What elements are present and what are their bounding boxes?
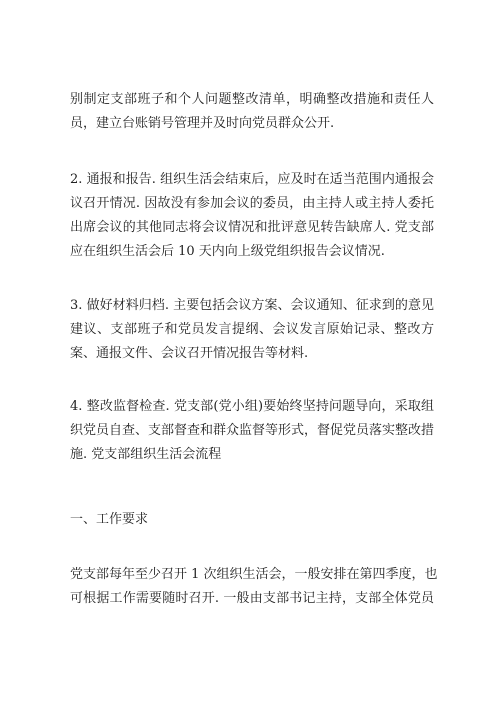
paragraph-archiving [70,294,434,366]
paragraph-notification-report [70,168,434,264]
text-line: 党支部每年至少召开 1 次组织生活会，一般安排在第四季度，也 [70,567,438,582]
text-line: 应在组织生活会后 10 天内向上级党组织报告会议情况. [70,244,385,259]
text-line: 建议、支部班子和党员发言提纲、会议发言原始记录、整改方 [70,322,434,337]
paragraph-supervision [70,395,434,467]
text-line: 员，建立台账销号管理并及时向党员群众公开. [70,116,335,131]
text-line: 别制定支部班子和个人问题整改清单，明确整改措施和责任人 [70,92,434,107]
paragraph-rectification-list [70,88,434,136]
text-line: 出席会议的其他同志将会议情况和批评意见转告缺席人. 党支部 [70,220,434,235]
text-line: 案、通报文件、会议召开情况报告等材料. [70,346,309,361]
text-line: 4. 整改监督检查. 党支部(党小组)要始终坚持问题导向，采取组 [70,399,434,414]
text-line: 3. 做好材料归档. 主要包括会议方案、会议通知、征求到的意见 [70,298,434,313]
text-line: 议召开情况. 因故没有参加会议的委员，由主持人或主持人委托 [70,196,434,211]
text-line: 织党员自查、支部督查和群众监督等形式，督促党员落实整改措 [70,423,435,438]
text-line: 施. 党支部组织生活会流程 [70,447,222,462]
section-heading [70,508,434,532]
heading-line: 一、工作要求 [70,512,149,527]
text-line: 可根据工作需要随时召开. 一般由支部书记主持，支部全体党员 [70,591,434,606]
text-line: 2. 通报和报告. 组织生活会结束后，应及时在适当范围内通报会 [70,172,434,187]
paragraph-work-requirements [70,563,438,611]
